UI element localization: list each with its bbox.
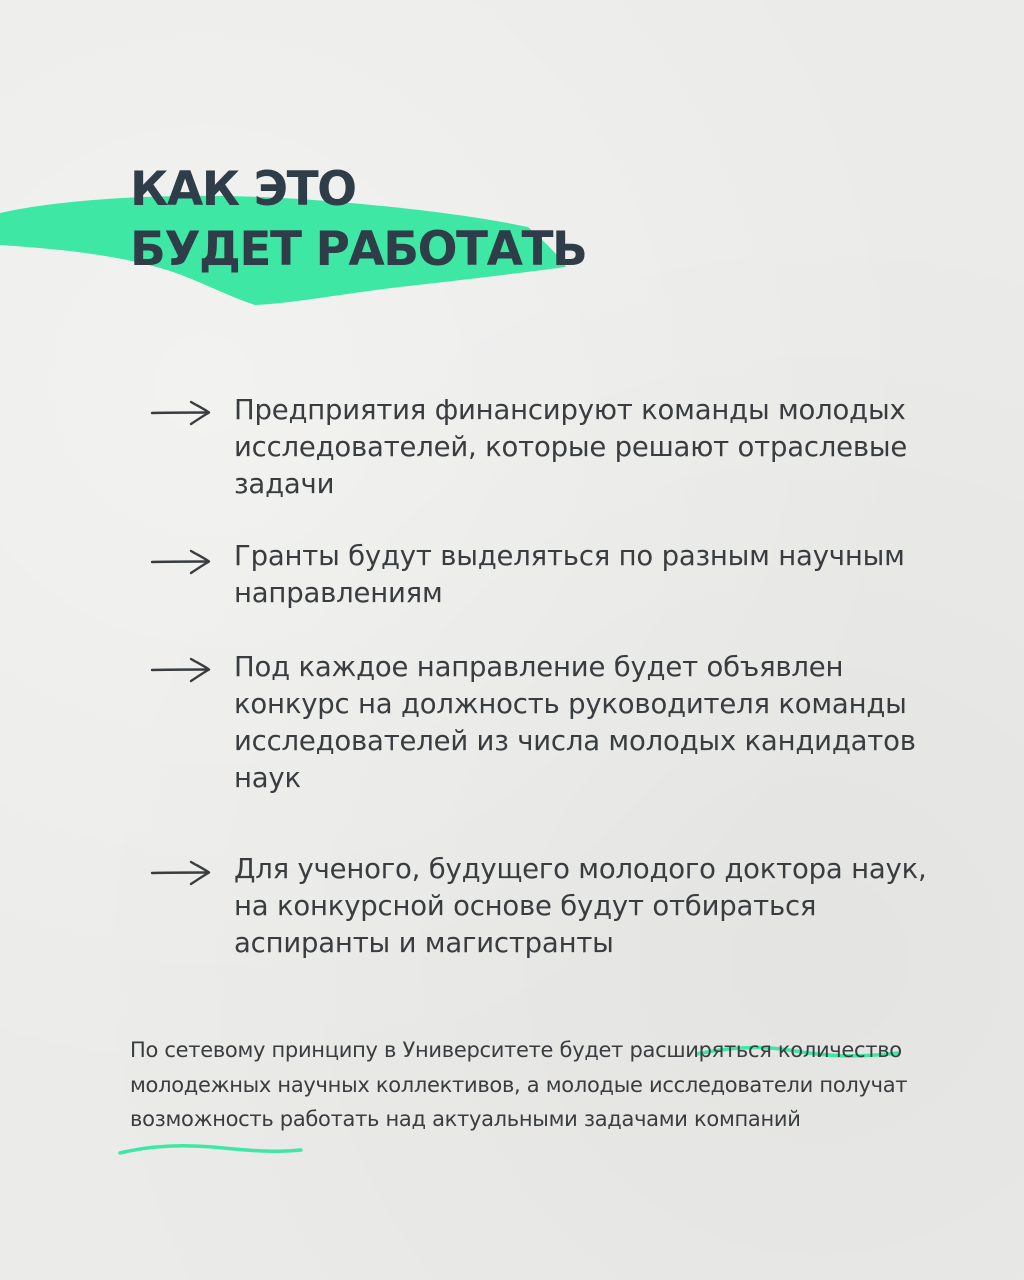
arrow-right-icon <box>150 400 212 426</box>
title-line-2: БУДЕТ РАБОТАТЬ <box>130 222 587 277</box>
arrow-right-icon <box>150 657 212 683</box>
arrow-right-icon <box>150 860 212 886</box>
list-item-text: Для ученого, будущего молодого доктора наук, на конкурсной основе будут отбираться аспиранты и магистранты <box>234 853 927 959</box>
highlight-underline <box>118 1140 303 1162</box>
arrow-right-icon <box>150 549 212 575</box>
footer-text: По сетевому принципу в Университете будет расширяться количество молодежных научных коллективов, а молодые исследователи получат возможность работать над актуальными задачами компаний <box>130 1038 908 1131</box>
page-title <box>130 160 586 280</box>
list-item-text: Предприятия финансируют команды молодых исследователей, которые решают отраслевые задачи <box>234 394 908 500</box>
list-item-text: Под каждое направление будет объявлен конкурс на должность руководителя команды исследователей из числа молодых кандидатов наук <box>234 651 916 794</box>
list-item-text: Гранты будут выделяться по разным научным направлениям <box>234 540 905 609</box>
title-line-1: КАК ЭТО <box>130 162 356 217</box>
